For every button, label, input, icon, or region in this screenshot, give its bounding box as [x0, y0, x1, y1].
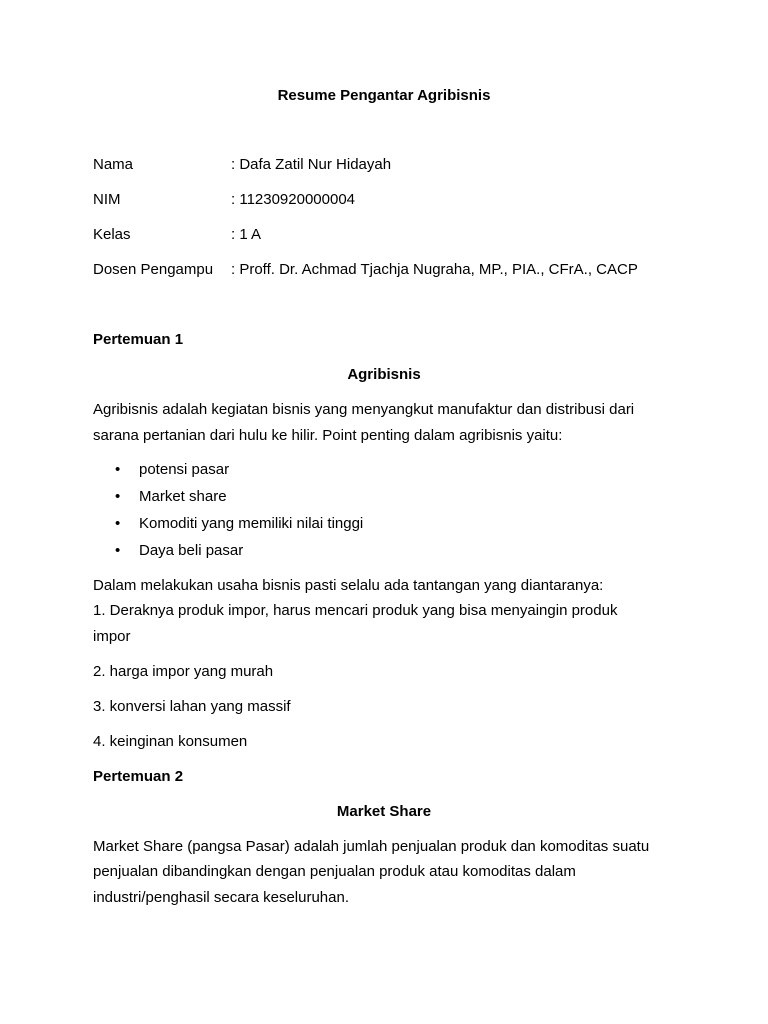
info-label: NIM [93, 191, 121, 208]
paragraph-line: 2. harga impor yang murah [93, 663, 274, 680]
info-value: : Dafa Zatil Nur Hidayah [231, 156, 392, 173]
paragraph-line: 4. keinginan konsumen [93, 733, 248, 750]
paragraph-line: 1. Deraknya produk impor, harus mencari produk yang bisa menyaingin produk [93, 602, 618, 619]
meeting2-heading: Pertemuan 2 [93, 768, 184, 785]
list-item [93, 461, 363, 488]
paragraph-line: Dalam melakukan usaha bisnis pasti selalu ada tantangan yang diantaranya: [93, 577, 604, 594]
info-label: Dosen Pengampu [93, 261, 214, 278]
document-title: Resume Pengantar Agribisnis [277, 87, 491, 104]
list-item-text: Market share [139, 488, 227, 505]
paragraph-line: impor [93, 628, 131, 645]
meeting1-heading: Pertemuan 1 [93, 331, 184, 348]
list-item [93, 515, 363, 542]
paragraph-line: penjualan dibandingkan dengan penjualan produk atau komoditas dalam [93, 863, 576, 880]
bullet-list [93, 461, 363, 569]
info-label: Nama [93, 156, 134, 173]
info-label: Kelas [93, 226, 131, 243]
meeting1-subheading: Agribisnis [347, 366, 421, 383]
list-item [93, 488, 363, 515]
list-item-text: Komoditi yang memiliki nilai tinggi [139, 515, 364, 532]
paragraph-line: industri/penghasil secara keseluruhan. [93, 889, 349, 906]
bullet-icon: • [115, 542, 121, 559]
bullet-icon: • [115, 461, 121, 478]
paragraph-line: Market Share (pangsa Pasar) adalah jumlah penjualan produk dan komoditas suatu [93, 838, 650, 855]
paragraph-line: 3. konversi lahan yang massif [93, 698, 291, 715]
paragraph-line: Agribisnis adalah kegiatan bisnis yang menyangkut manufaktur dan distribusi dari [93, 401, 635, 418]
list-item [93, 542, 363, 569]
paragraph-line: sarana pertanian dari hulu ke hilir. Point penting dalam agribisnis yaitu: [93, 427, 563, 444]
list-item-text: potensi pasar [139, 461, 230, 478]
info-value: : Proff. Dr. Achmad Tjachja Nugraha, MP., PIA., CFrA., CACP [231, 261, 638, 278]
info-value: : 11230920000004 [231, 191, 356, 208]
bullet-icon: • [115, 488, 121, 505]
list-item-text: Daya beli pasar [139, 542, 244, 559]
bullet-icon: • [115, 515, 121, 532]
meeting2-subheading: Market Share [336, 803, 432, 820]
info-value: : 1 A [231, 226, 262, 243]
